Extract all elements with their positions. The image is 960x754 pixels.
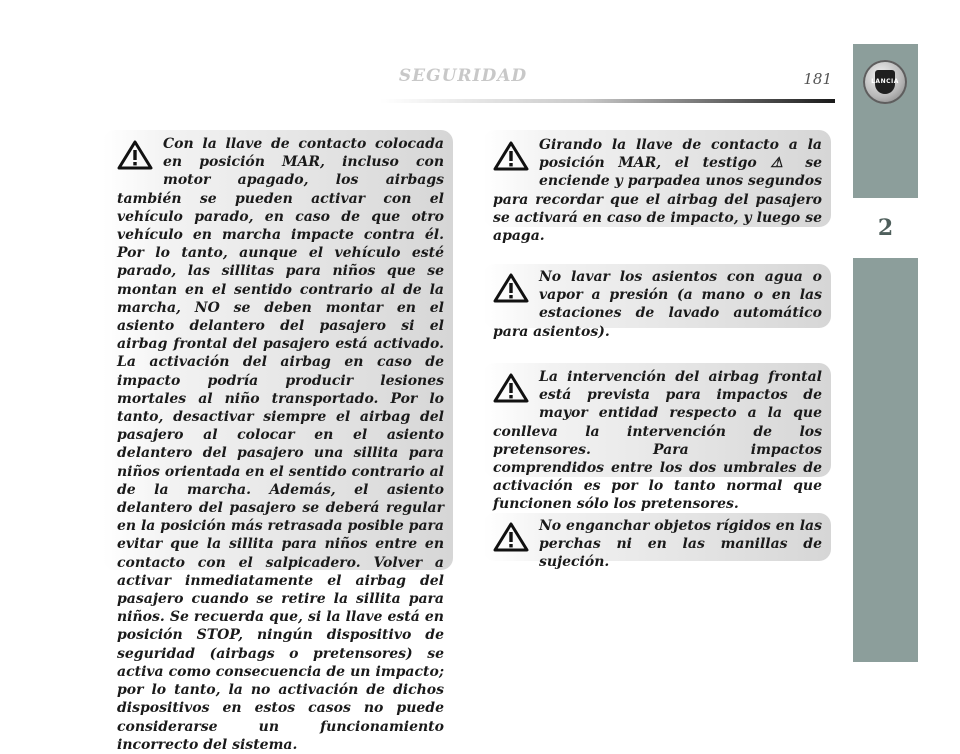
warning-text: La intervención del airbag frontal está prevista para impactos de mayor entidad respecto a la que conlleva la intervención de los pretensores. Para impactos comprendidos entre los dos umbrales de activación es por lo tanto normal que funcionen sólo los pretensores. (493, 369, 822, 513)
warning-box-frontal-airbag (483, 363, 831, 513)
warning-triangle-icon (493, 273, 529, 303)
section-title: SEGURIDAD (398, 66, 528, 86)
warning-triangle-icon (117, 140, 153, 170)
warning-box-child-seat (103, 130, 453, 753)
page-number: 181 (803, 70, 832, 88)
chapter-side-tab (853, 44, 918, 662)
warning-text: No enganchar objetos rígidos en las perchas ni en las manillas de sujeción. (539, 518, 822, 571)
warning-triangle-icon (493, 522, 529, 552)
lancia-logo (863, 60, 907, 104)
warning-box-airbag-indicator (483, 130, 831, 245)
warning-text: No lavar los asientos con agua o vapor a presión (a mano o en las estaciones de lavado automático para asientos). (493, 269, 822, 340)
warning-box-seat-washing (483, 264, 831, 340)
warning-box-hangers (483, 513, 831, 571)
logo-text: LANCIA (871, 78, 899, 85)
warning-triangle-icon (493, 141, 529, 171)
warning-text: Girando la llave de contacto a la posición MAR, el testigo ⚠ se enciende y parpadea unos segundos para recordar que el airbag del pasajero se activará en caso de impacto, y luego se apaga. (493, 137, 822, 245)
header-rule (380, 99, 835, 103)
warning-triangle-icon (493, 373, 529, 403)
chapter-number: 2 (853, 198, 918, 258)
warning-text: Con la llave de contacto colocada en posición MAR, incluso con motor apagado, los airbags también se pueden activar con el vehículo parado, en caso de que otro vehículo en marcha impacte contra él. Por lo tanto, aunque el vehículo esté parado, las sillitas para niños que se montan en el sentido contrario al de la marcha, NO se deben montar en el asiento delantero del pasajero si el airbag frontal del pasajero está activado. La activación del airbag en caso de impacto podría producir lesiones mortales al niño transportado. Por lo tanto, desactivar siempre el airbag del pasajero al colocar en el asiento delantero del pasajero una sillita para niños orientada en el sentido contrario al de la marcha. Además, el asiento delantero del pasajero se deberá regular en la posición más retrasada posible para evitar que la sillita para niños entre en contacto con el salpicadero. Volver a activar inmediatamente el airbag del pasajero cuando se retire la sillita para niños. Se recuerda que, si la llave está en posición STOP, ningún dispositivo de seguridad (airbags o pretensores) se activa como consecuencia de un impacto; por lo tanto, la no activación de dichos dispositivos en estos casos no puede considerarse un funcionamiento incorrecto del sistema. (117, 136, 444, 753)
